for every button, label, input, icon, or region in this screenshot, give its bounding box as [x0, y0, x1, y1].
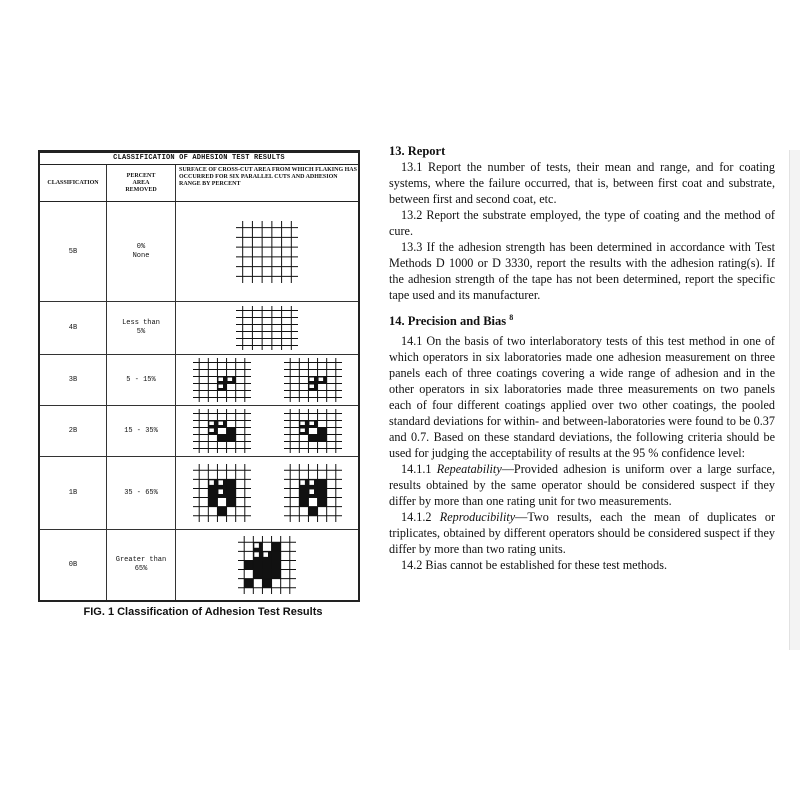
paragraph-14-2: 14.2 Bias cannot be established for these test methods.	[401, 558, 668, 573]
crosscut-grid-3b-b	[283, 357, 343, 403]
classification-cell: 4B	[40, 302, 107, 354]
text-column	[389, 143, 775, 573]
figure-1	[38, 150, 360, 618]
table-row	[40, 202, 358, 302]
paragraph-13-3: 13.3 If the adhesion strength has been determined in accordance with Test Methods D 1000 or D 3330, report the results with the adhesion rating(s). If the adhesion strength of the tape has not been determined, report the specific tape used and its manufacturer.	[389, 240, 775, 302]
table-header-row	[40, 165, 358, 202]
table-title: CLASSIFICATION OF ADHESION TEST RESULTS	[40, 153, 358, 165]
crosscut-grid-0b	[237, 535, 297, 595]
classification-cell: 0B	[40, 530, 107, 600]
paragraph-13-2: 13.2 Report the substrate employed, the type of coating and the method of cure.	[389, 208, 775, 238]
table-row	[40, 530, 358, 600]
crosscut-grid-2b-a	[192, 408, 252, 454]
table-row	[40, 457, 358, 530]
crosscut-grid-1b-a	[192, 463, 252, 523]
classification-cell: 2B	[40, 406, 107, 456]
paragraph-14-1-1: 14.1.1 Repeatability—Provided adhesion is uniform over a large surface, results obtained by the same operator should be considered suspect if they differ by more than one rating unit for two measurements.	[389, 462, 776, 509]
adjacent-page-edge	[789, 150, 800, 650]
section-14-heading: 14. Precision and Bias $^8$	[389, 313, 514, 329]
percent-cell: 0% None	[107, 202, 176, 301]
crosscut-grid-5b	[235, 220, 299, 284]
crosscut-grid-3b-a	[192, 357, 252, 403]
reproducibility-term: Reproducibility	[439, 510, 516, 525]
paragraph-14-1-2: 14.1.2 Reproducibility—Two results, each the mean of duplicates or triplicates, obtained by different operators should be considered suspect if they differ by more than two rating units.	[389, 510, 775, 557]
figure-caption: FIG. 1 Classification of Adhesion Test Results	[83, 606, 323, 618]
percent-cell: Greater than 65%	[107, 530, 176, 600]
classification-cell: 5B	[40, 202, 107, 301]
classification-cell: 3B	[40, 355, 107, 405]
footnote-ref: 8	[509, 313, 514, 322]
table-row	[40, 302, 358, 355]
header-surface: SURFACE OF CROSS-CUT AREA FROM WHICH FLAKING HAS OCCURRED FOR SIX PARALLEL CUTS AND ADHESION RANGE BY PERCENT	[179, 167, 357, 187]
table-row	[40, 355, 358, 406]
percent-cell: Less than 5%	[107, 302, 176, 354]
percent-cell: 15 - 35%	[107, 406, 176, 456]
paragraph-14-1: 14.1 On the basis of two interlaboratory tests of this test method in one of which operators in six laboratories made one adhesion measurement on three panels each of three coatings covering a wide range of adhesion and in the other operators in six laboratories made three measurements on two panels each of four different coatings applied over two other coatings, the pooled standard deviations for within- and between-laboratories were found to be 0.37 and 0.7. Based on these standard deviations, the following criteria should be used for judging the acceptability of results at the 95 % confidence level:	[389, 334, 775, 461]
crosscut-grid-4b	[235, 305, 299, 351]
header-classification: CLASSIFICATION	[40, 165, 107, 201]
header-percent-area-removed: PERCENT AREA REMOVED	[107, 165, 176, 201]
percent-cell: 5 - 15%	[107, 355, 176, 405]
classification-cell: 1B	[40, 457, 107, 529]
paragraph-13-1: 13.1 Report the number of tests, their mean and range, and for coating systems, where the failure occurred, that is, between first coat and substrate, between first and second coat, etc.	[389, 160, 775, 206]
table-row	[40, 406, 358, 457]
percent-cell: 35 - 65%	[107, 457, 176, 529]
crosscut-grid-2b-b	[283, 408, 343, 454]
classification-table	[38, 150, 360, 602]
repeatability-term: Repeatability	[436, 462, 502, 477]
section-13-heading: 13. Report	[389, 144, 446, 158]
crosscut-grid-1b-b	[283, 463, 343, 523]
